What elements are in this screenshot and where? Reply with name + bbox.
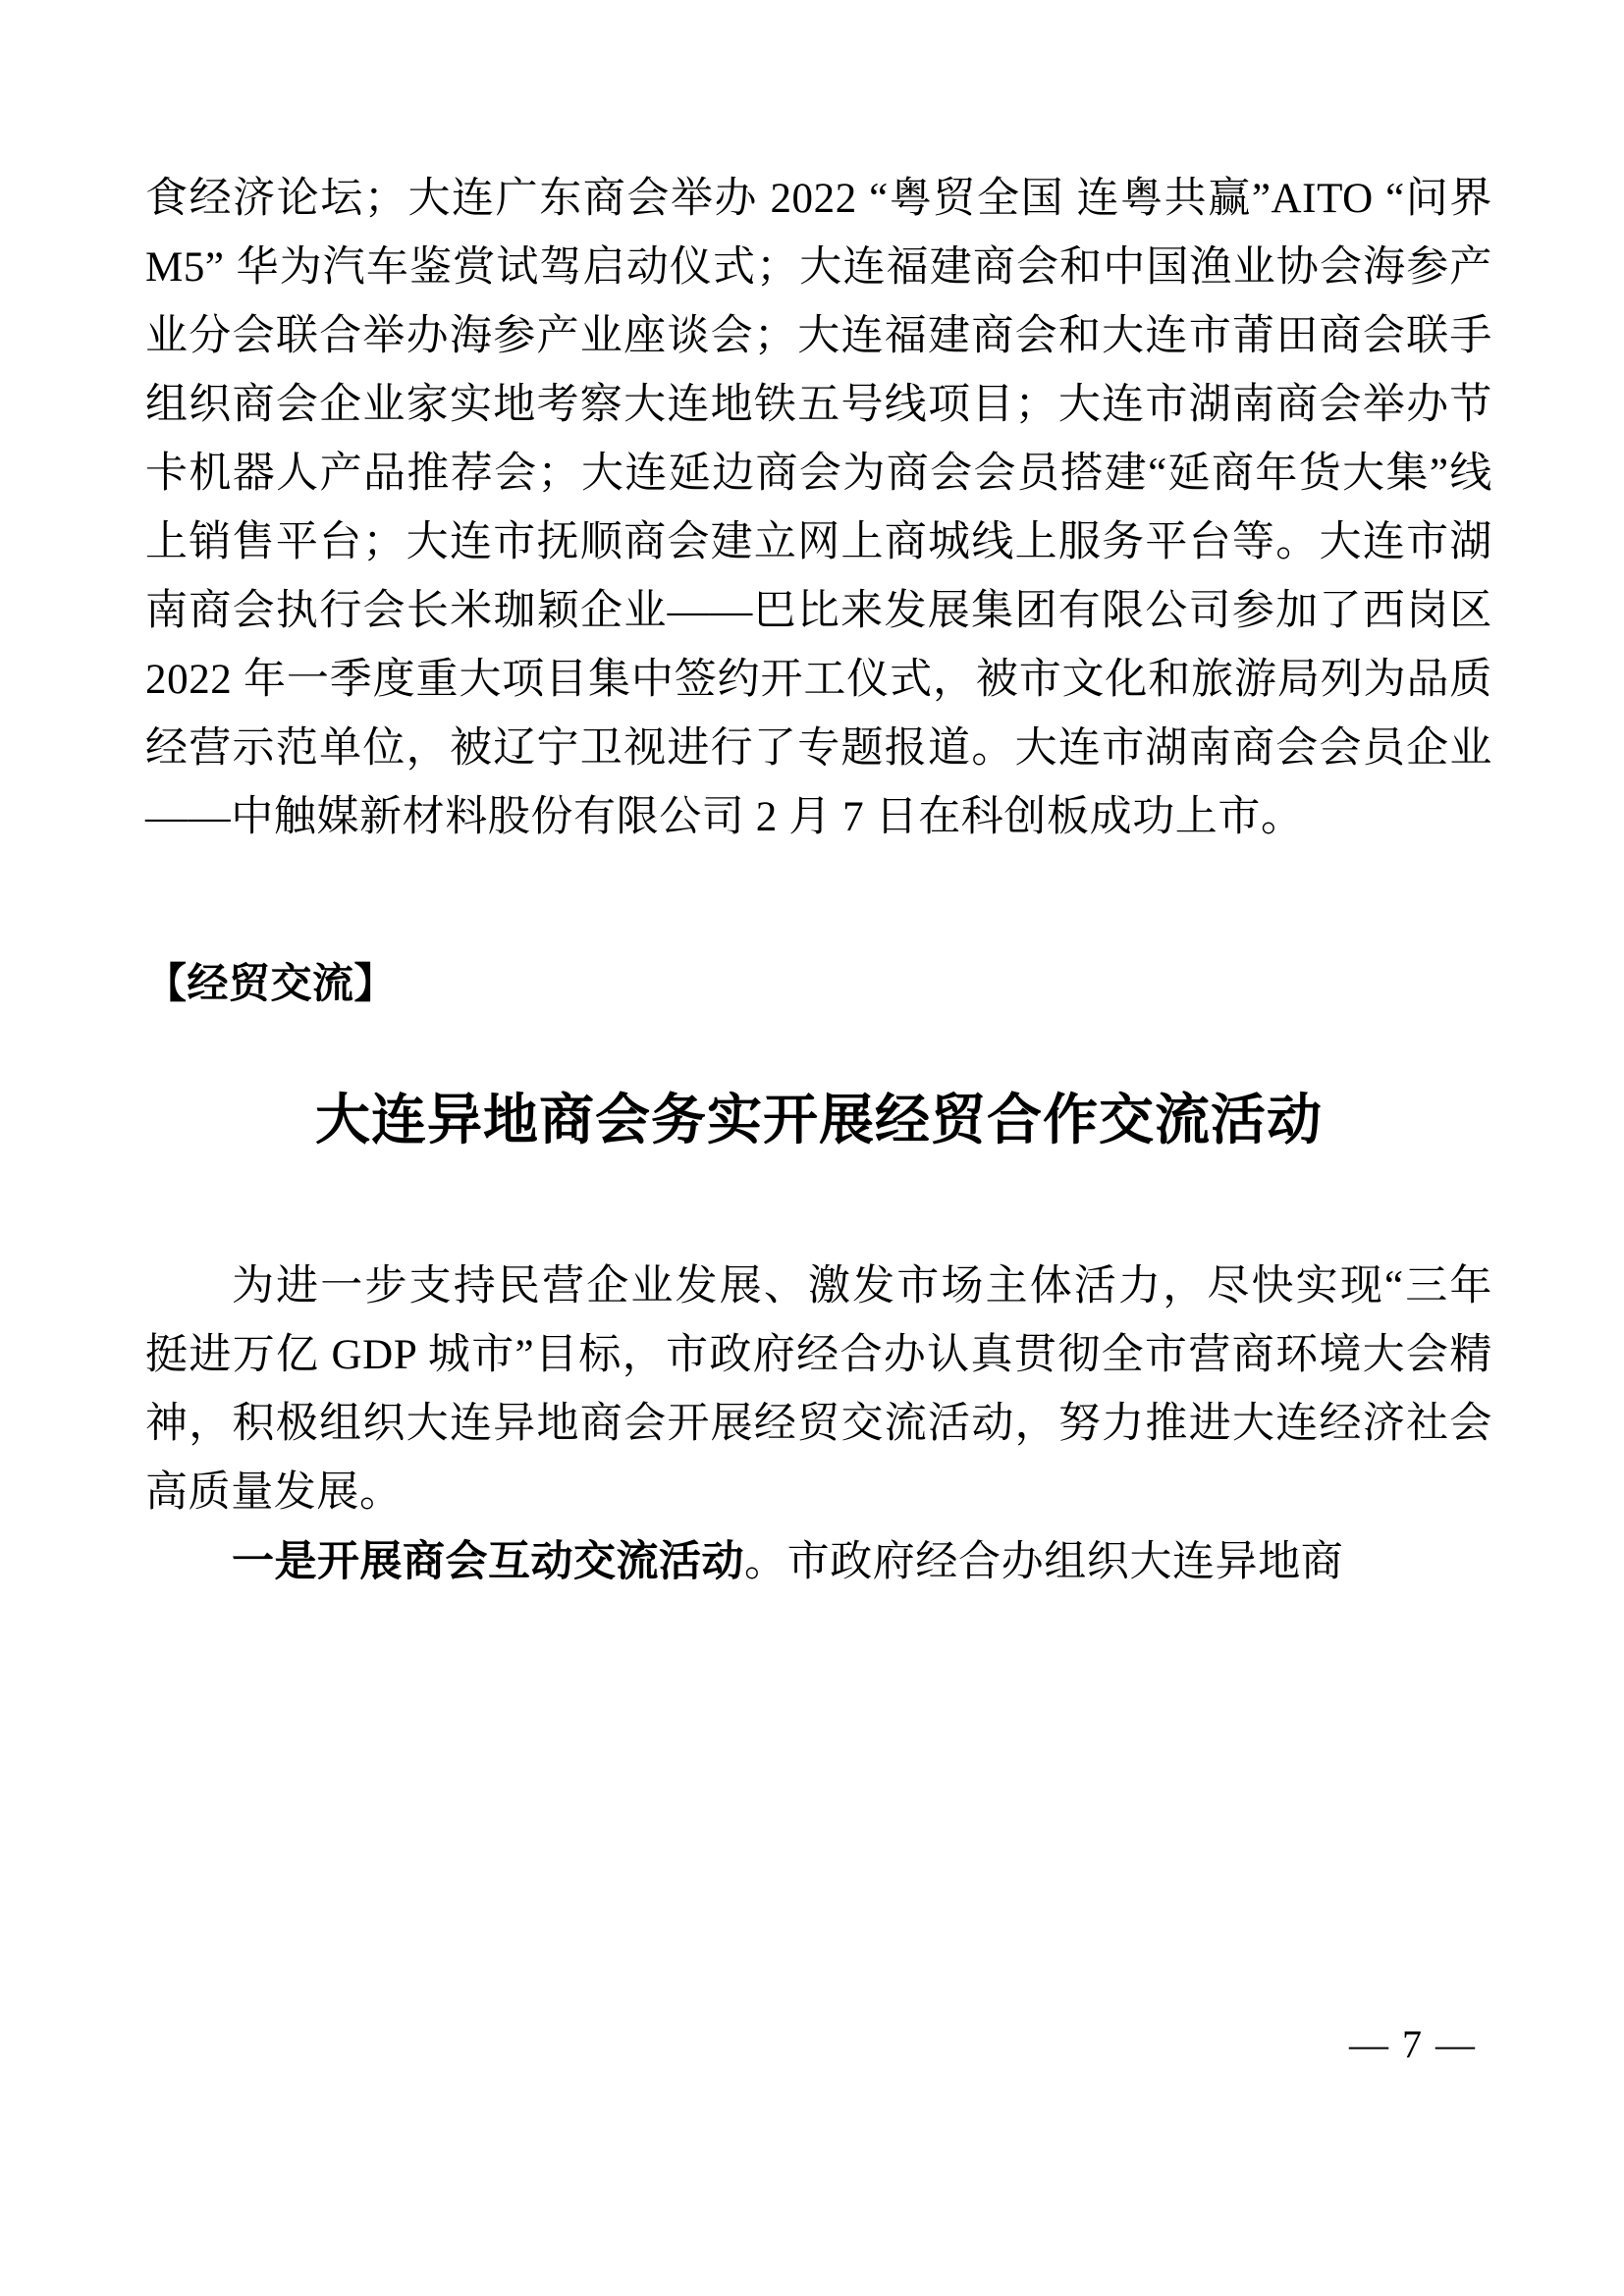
page-content <box>145 165 1492 1597</box>
article-paragraph-2-rest: 。市政府经合办组织大连异地商 <box>744 1539 1344 1585</box>
spacer-after-section-marker <box>145 1013 1492 1082</box>
spacer-after-continued-paragraph <box>145 852 1492 954</box>
continued-paragraph: 食经济论坛；大连广东商会举办 2022 “粤贸全国 连粤共赢”AITO “问界 M5” 华为汽车鉴赏试驾启动仪式；大连福建商会和中国渔业协会海参产业分会联合举办海参产业座谈会；大连福建商会和大连市莆田商会联手组织商会企业家实地考察大连地铁五号线项目；大连市湖南商会举办节卡机器人产品推荐会；大连延边商会为商会会员搭建“延商年货大集”线上销售平台；大连市抚顺商会建立网上商城线上服务平台等。大连市湖南商会执行会长米珈颖企业——巴比来发展集团有限公司参加了西岗区 2022 年一季度重大项目集中签约开工仪式，被市文化和旅游局列为品质经营示范单位，被辽宁卫视进行了专题报道。大连市湖南商会会员企业——中触媒新材料股份有限公司 2 月 7 日在科创板成功上市。 <box>145 176 1492 840</box>
article-paragraph-2-bold-lead: 一是开展商会互动交流活动 <box>232 1538 744 1585</box>
section-marker-heading: 【经贸交流】 <box>145 960 397 1006</box>
spacer-after-title <box>145 1158 1492 1253</box>
article-title: 大连异地商会务实开展经贸合作交流活动 <box>315 1089 1323 1150</box>
article-paragraph-1: 为进一步支持民营企业发展、激发市场主体活力，尽快实现“三年挺进万亿 GDP 城市”目标，市政府经合办认真贯彻全市营商环境大会精神，积极组织大连异地商会开展经贸交流活动，努力推进大连经济社会高质量发展。 <box>145 1263 1492 1516</box>
article-paragraph-2 <box>145 1527 1492 1597</box>
page-number: — 7 — <box>1349 2022 1477 2066</box>
